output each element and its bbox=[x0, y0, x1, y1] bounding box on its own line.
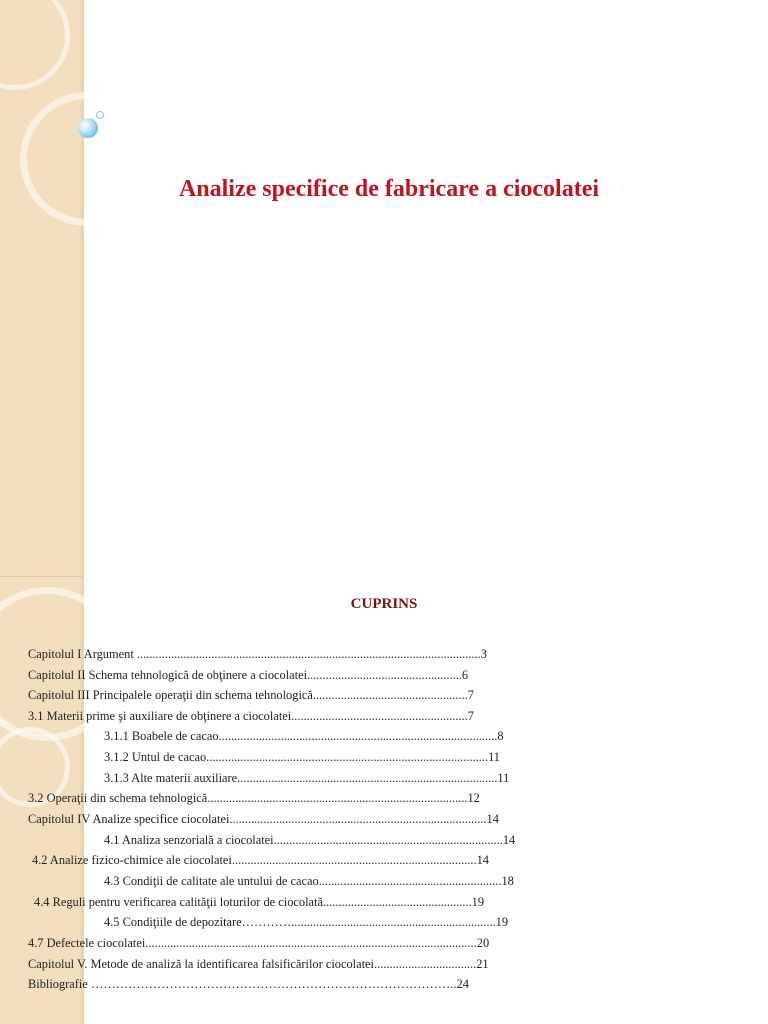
toc-entry: Capitolul II Schema tehnologică de obţinere a ciocolatei..................................................6 bbox=[28, 668, 469, 682]
toc-entry: 3.2 Operaţii din schema tehnologică....................................................................................12 bbox=[28, 791, 480, 805]
toc-entry: Bibliografie ……………………………………………………………………………..24 bbox=[28, 977, 469, 991]
toc-entry: 3.1 Materii prime şi auxiliare de obţinere a ciocolatei.........................................................7 bbox=[28, 709, 474, 723]
toc-entry: Capitolul III Principalele operaţii din schema tehnologică..................................................7 bbox=[28, 688, 474, 702]
toc-entry: 4.2 Analize fizico-chimice ale ciocolatei...............................................................................14 bbox=[32, 853, 489, 867]
toc-entry: 3.1.3 Alte materii auxiliare....................................................................................11 bbox=[104, 771, 510, 785]
toc-entry: Capitolul I Argument ...............................................................................................................3 bbox=[28, 647, 487, 661]
decorative-ring-small bbox=[0, 0, 70, 90]
toc-heading: CUPRINS bbox=[350, 596, 418, 612]
toc-entry: 4.7 Defectele ciocolatei...........................................................................................................20 bbox=[28, 936, 490, 950]
toc-entry: 3.1.1 Boabele de cacao..........................................................................................8 bbox=[104, 729, 504, 743]
document-title: Analize specifice de fabricare a ciocolatei bbox=[178, 176, 600, 202]
bubble-icon bbox=[78, 118, 98, 138]
toc-entry: 3.1.2 Untul de cacao...........................................................................................11 bbox=[104, 750, 501, 764]
small-bubble-icon bbox=[96, 111, 104, 119]
toc-entry: 4.1 Analiza senzorială a ciocolatei..........................................................................14 bbox=[104, 833, 516, 847]
sidebar-edge bbox=[81, 0, 84, 576]
toc-entry: Capitolul V. Metode de analiză la identificarea falsificărilor ciocolatei.................................21 bbox=[28, 957, 489, 971]
toc-entry: 4.4 Reguli pentru verificarea calităţii loturilor de ciocolată................................................19 bbox=[34, 895, 485, 909]
decorative-sidebar-top bbox=[0, 0, 84, 577]
toc-entry: 4.3 Condiţii de calitate ale untului de cacao...........................................................18 bbox=[104, 874, 514, 888]
decorative-ring bbox=[20, 92, 84, 226]
toc-entry: Capitolul IV Analize specifice ciocolatei...................................................................................14 bbox=[28, 812, 499, 826]
toc-entry: 4.5 Condiţiile de depozitare…………..................................................................19 bbox=[104, 915, 509, 929]
